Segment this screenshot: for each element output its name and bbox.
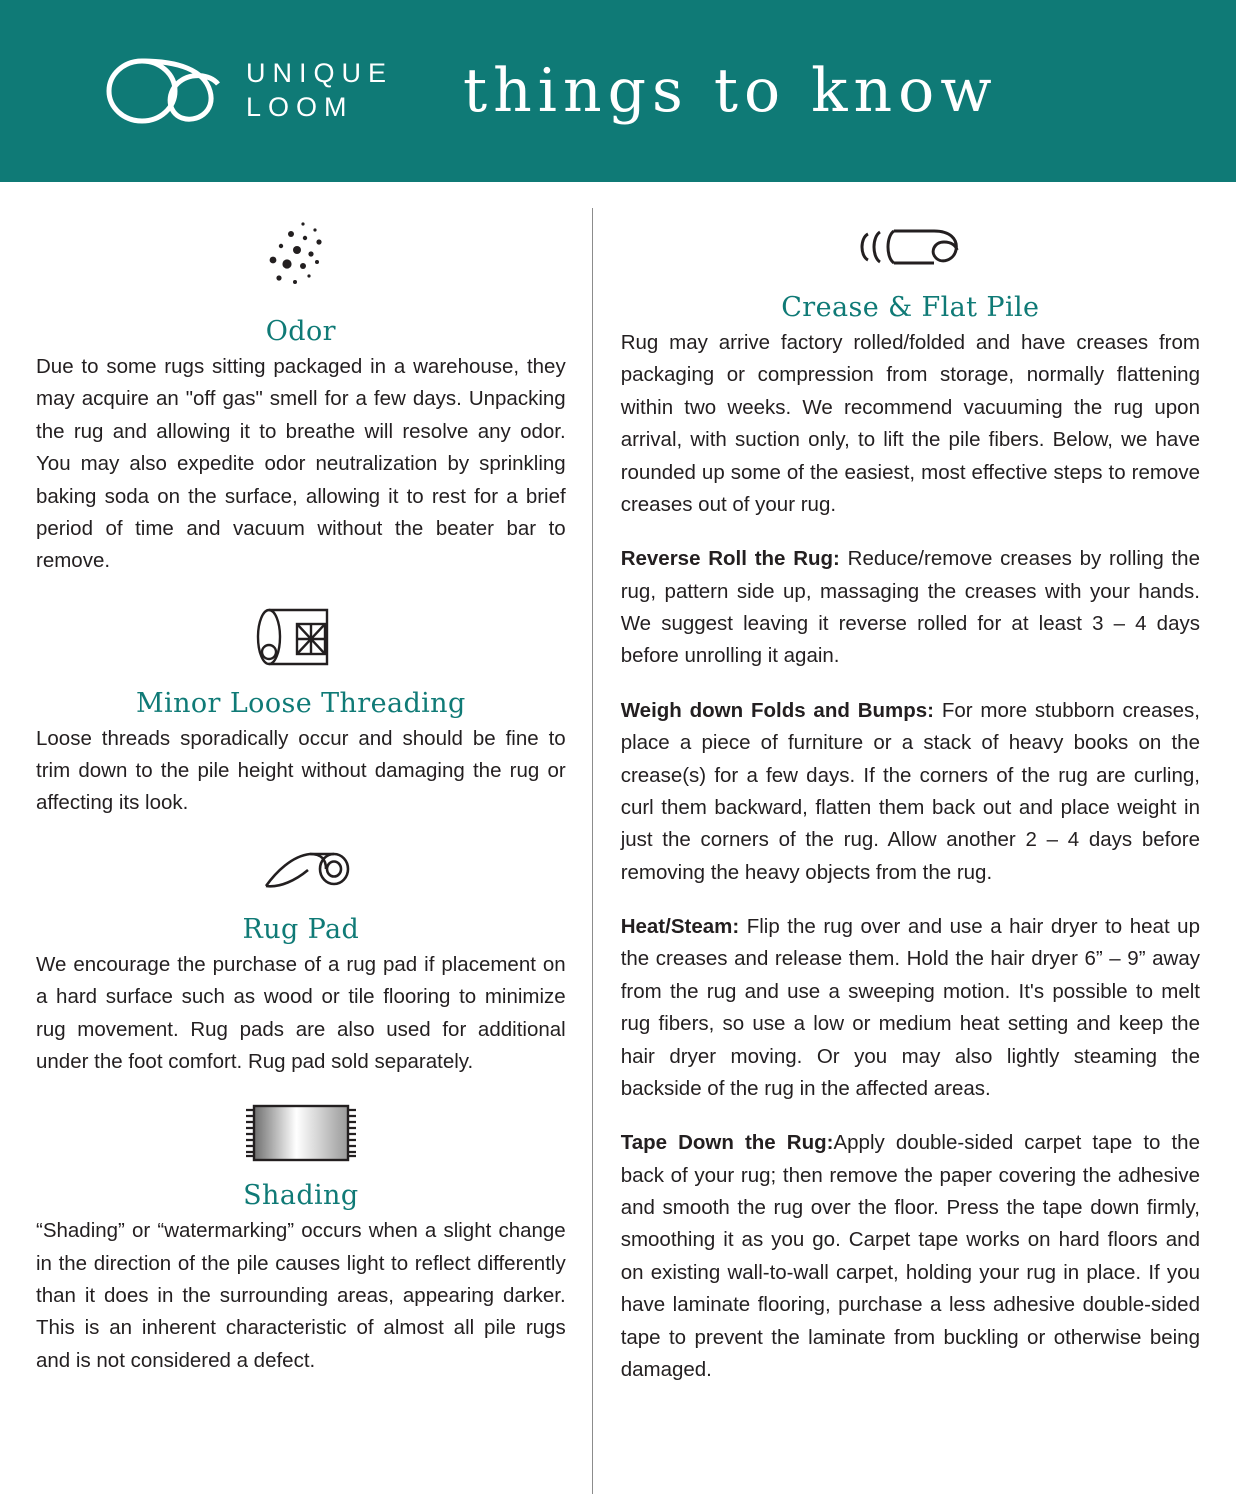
threading-icon-wrap — [36, 594, 566, 680]
tip-text: Reduce/remove creases by rolling the rug, pattern side up, massaging the creases with your hands. We suggest leaving it reverse rolled for at least 3 – 4 days before unrolling it again. — [620, 547, 1200, 668]
rolled-pile-icon — [850, 212, 970, 284]
section-title-crease: Crease & Flat Pile — [781, 292, 1040, 323]
infinity-loop-logo-icon — [100, 48, 230, 134]
tip-lead: Weigh down Folds and Bumps: — [620, 698, 934, 722]
tip-heat-steam — [621, 911, 1200, 1105]
page-title: things to know — [463, 56, 998, 126]
section-text-shading: “Shading” or “watermarking” occurs when a slight change in the direction of the pile causes light to reflect differently than it does in the surrounding areas, appearing darker. This is an inherent characteristic of almost all pile rugs and is not considered a defect. — [36, 1219, 566, 1372]
odor-icon-wrap — [36, 212, 566, 308]
tip-lead: Heat/Steam: — [620, 915, 740, 938]
shading-icon-wrap — [36, 1094, 566, 1172]
left-column — [36, 208, 592, 1500]
brand-logo — [100, 48, 393, 134]
section-title-odor: Odor — [265, 316, 336, 347]
crease-intro-text: Rug may arrive factory rolled/folded and have creases from packaging or compression from storage, normally flattening within two weeks. We recommend vacuuming the rug upon arrival, with suction only, to lift the pile fibers. Below, we have rounded up some of the easiest, most effective steps to remove creases out of your rug. — [620, 331, 1200, 516]
brand-wordmark — [246, 57, 393, 125]
rug-pad-icon-wrap — [36, 836, 566, 906]
section-text-threading: Loose threads sporadically occur and should be fine to trim down to the pile height without damaging the rug or affecting its look. — [36, 726, 566, 815]
tip-reverse-roll — [621, 543, 1200, 673]
tip-text: For more stubborn creases, place a piece of furniture or a stack of heavy books on the crease(s) for a few days. If the corners of the rug are curling, curl them backward, flatten them back out and place weight in just the corners of the rug. Allow another 2 – 4 days before removing the heavy objects from the rug. — [620, 698, 1200, 884]
right-column — [593, 208, 1200, 1500]
section-title-threading: Minor Loose Threading — [136, 687, 466, 719]
tip-weigh-down — [621, 695, 1200, 889]
rolled-rug-icon — [251, 594, 351, 680]
tip-tape-down — [621, 1127, 1200, 1386]
shaded-rug-icon — [236, 1094, 366, 1172]
tip-text: Apply double-sided carpet tape to the back of your rug; then remove the paper covering the adhesive and smooth the rug over the floor. Press the tape down firmly, smoothing it as you go. Carpet tape works on hard floors and on existing wall-to-wall carpet, holding your rug in place. If you have laminate flooring, purchase a less adhesive double-sided tape to prevent the laminate from buckling or otherwise being damaged. — [620, 1131, 1200, 1381]
content-area — [0, 182, 1236, 1500]
section-text-odor: Due to some rugs sitting packaged in a warehouse, they may acquire an "off gas" smell for a few days. Unpacking the rug and allowing it to breathe will resolve any odor. You may also expedite odor neutralization by sprinkling baking soda on the surface, allowing it to rest for a brief period of time and vacuum without the beater bar to remove. — [36, 355, 566, 573]
section-title-rug-pad: Rug Pad — [242, 913, 360, 945]
brand-line-1: UNIQUE — [246, 58, 394, 89]
brand-line-2: LOOM — [246, 92, 354, 122]
tip-lead: Tape Down the Rug: — [620, 1131, 834, 1155]
crease-icon-wrap — [621, 212, 1200, 284]
rug-pad-roll-icon — [246, 836, 356, 906]
page-header — [0, 0, 1236, 182]
section-title-shading: Shading — [243, 1180, 359, 1212]
section-text-rug-pad: We encourage the purchase of a rug pad if placement on a hard surface such as wood or tile flooring to minimize rug movement. Rug pads are also used for additional under the foot comfort. Rug pad sold separately. — [36, 952, 566, 1073]
tip-lead: Reverse Roll the Rug: — [620, 547, 840, 571]
odor-dots-icon — [253, 212, 349, 308]
tip-text: Flip the rug over and use a hair dryer to heat up the creases and release them. Hold the hair dryer 6” – 9” away from the rug and use a sweeping motion. It's possible to melt rug fibers, so use a low or medium heat setting and keep the hair dryer moving. Or you may also lightly steaming the backside of the rug in the affected areas. — [620, 915, 1200, 1100]
